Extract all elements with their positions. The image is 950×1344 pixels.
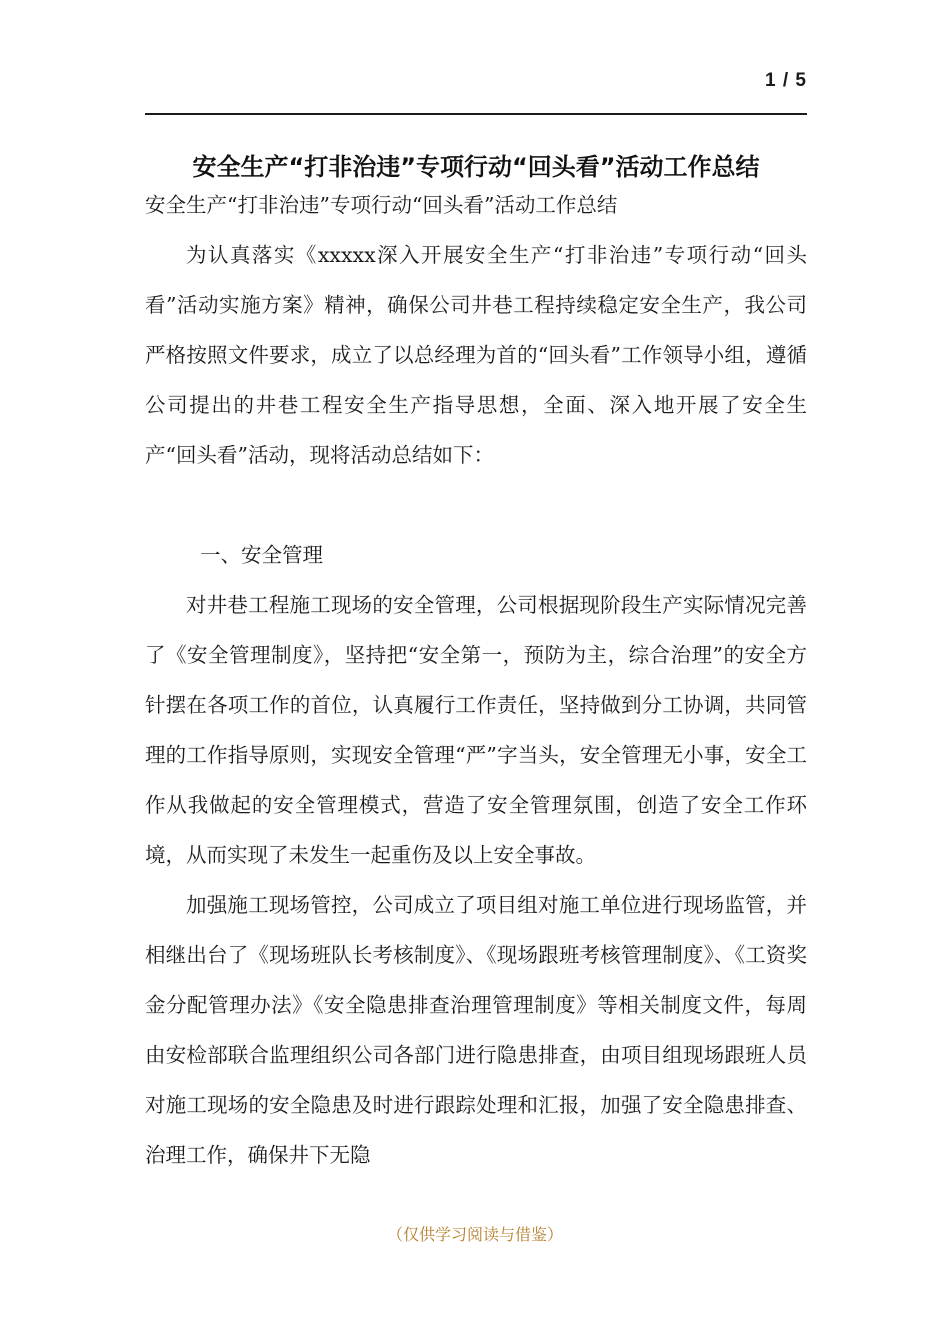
footer-note: （仅供学习阅读与借鉴） [386,1225,563,1244]
header-rule [145,113,807,115]
page-number: 1 / 5 [765,70,807,91]
document-title: 安全生产“打非治违”专项行动“回头看”活动工作总结 [192,153,760,182]
document-subtitle: 安全生产“打非治违”专项行动“回头看”活动工作总结 [145,193,618,217]
intro-paragraph: 为认真落实《xxxxx深入开展安全生产“打非治违”专项行动“回头看”活动实施方案》精神，确保公司井巷工程持续稳定安全生产，我公司严格按照文件要求，成立了以总经理为首的“回头看”工作领导小组，遵循公司提出的井巷工程安全生产指导思想，全面、深入地开展了安全生产“回头看”活动，现将活动总结如下： [145,243,807,467]
section1-paragraph-2: 加强施工现场管控，公司成立了项目组对施工单位进行现场监管，并相继出台了《现场班队长考核制度》、《现场跟班考核管理制度》、《工资奖金分配管理办法》《安全隐患排查治理管理制度》等相关制度文件，每周由安检部联合监理组织公司各部门进行隐患排查，由项目组现场跟班人员对施工现场的安全隐患及时进行跟踪处理和汇报，加强了安全隐患排查、治理工作，确保井下无隐 [145,893,807,1167]
paragraph-gap [145,480,807,530]
section1-paragraph-1: 对井巷工程施工现场的安全管理，公司根据现阶段生产实际情况完善了《安全管理制度》，坚持把“安全第一，预防为主，综合治理”的安全方针摆在各项工作的首位，认真履行工作责任，坚持做到分工协调，共同管理的工作指导原则，实现安全管理“严”字当头，安全管理无小事，安全工作从我做起的安全管理模式，营造了安全管理氛围，创造了安全工作环境，从而实现了未发生一起重伤及以上安全事故。 [145,593,807,867]
document-body [145,180,807,1180]
section-heading-safety-management: 一、安全管理 [200,543,323,567]
